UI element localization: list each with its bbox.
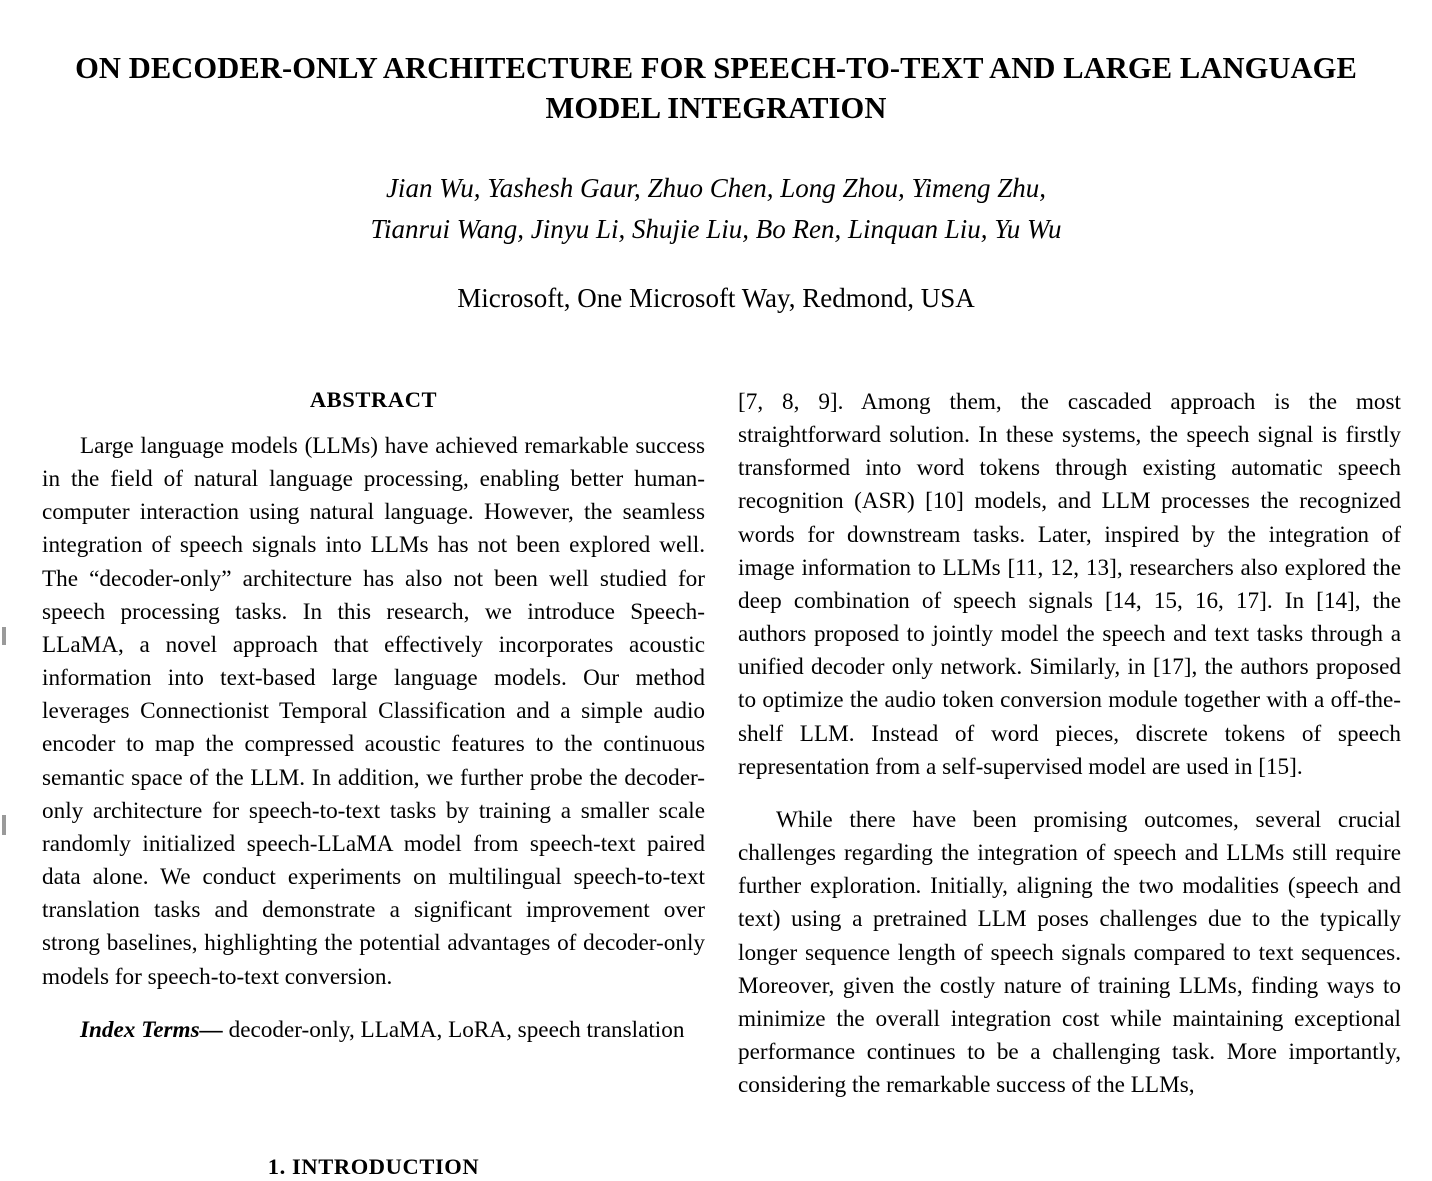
author-line-2: Tianrui Wang, Jinyu Li, Shujie Liu, Bo Ren, Linquan Liu, Yu Wu bbox=[370, 214, 1062, 244]
page-title: ON DECODER-ONLY ARCHITECTURE FOR SPEECH-TO-TEXT AND LARGE LANGUAGE MODEL INTEGRATION bbox=[75, 51, 1357, 125]
right-paragraph-2: While there have been promising outcomes, several crucial challenges regarding the integration of speech and LLMs still require further exploration. Initially, aligning the two modalities (speech and text) using a pretrained LLM poses challenges due to the typically longer sequence length of speech signals compared to text sequences. Moreover, given the costly nature of training LLMs, finding ways to minimize the overall integration cost while maintaining exceptional performance continues to be a challenging task. More importantly, considering the remarkable success of the LLMs, bbox=[738, 806, 1401, 1099]
right-column bbox=[738, 386, 1401, 1102]
title-block bbox=[60, 48, 1372, 128]
abstract-paragraph: Large language models (LLMs) have achieved remarkable success in the field of natural language processing, enabling better human-computer interaction using natural language. However, the seamless integration of speech signals into LLMs has not been explored well. The “decoder-only” architecture has also not been well studied for speech processing tasks. In this research, we introduce Speech-LLaMA, a novel approach that effectively incorporates acoustic information into text-based large language models. Our method leverages Connectionist Temporal Classification and a simple audio encoder to map the compressed acoustic features to the continuous semantic space of the LLM. In addition, we further probe the decoder-only architecture for speech-to-text tasks by training a smaller scale randomly initialized speech-LLaMA model from speech-text paired data alone. We conduct experiments on multilingual speech-to-text translation tasks and demonstrate a significant improvement over strong baselines, highlighting the potential advantages of decoder-only models for speech-to-text conversion. bbox=[42, 433, 705, 990]
right-paragraph-1: [7, 8, 9]. Among them, the cascaded approach is the most straightforward solution. In these systems, the speech signal is firstly transformed into word tokens through existing automatic speech recognition (ASR) [10] models, and LLM processes the recognized words for downstream tasks. Later, inspired by the integration of image information to LLMs [11, 12, 13], researchers also explored the deep combination of speech signals [14, 15, 16, 17]. In [14], the authors proposed to jointly model the speech and text tasks through a unified decoder only network. Similarly, in [17], the authors proposed to optimize the audio token conversion module together with a off-the-shelf LLM. Instead of word pieces, discrete tokens of speech representation from a self-supervised model are used in [15]. bbox=[738, 389, 1401, 780]
abstract-heading: ABSTRACT bbox=[309, 387, 438, 412]
left-column bbox=[42, 386, 705, 1047]
affiliation-line: Microsoft, One Microsoft Way, Redmond, USA bbox=[457, 283, 975, 313]
scan-edge-mark bbox=[2, 627, 6, 645]
author-line-1: Jian Wu, Yashesh Gaur, Zhuo Chen, Long Zhou, Yimeng Zhu, bbox=[385, 173, 1047, 203]
introduction-heading: 1. INTRODUCTION bbox=[267, 1154, 480, 1179]
author-list bbox=[60, 168, 1372, 250]
scan-edge-mark bbox=[2, 815, 6, 835]
index-terms-values: decoder-only, LLaMA, LoRA, speech translation bbox=[222, 1016, 685, 1043]
affiliation-block bbox=[60, 281, 1372, 315]
index-terms-paragraph bbox=[42, 1014, 705, 1047]
index-terms-label: Index Terms— bbox=[80, 1016, 223, 1043]
